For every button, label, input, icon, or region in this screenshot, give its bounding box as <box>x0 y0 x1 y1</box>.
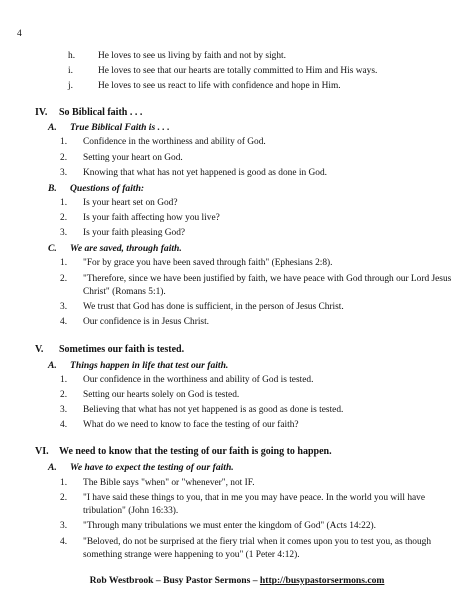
list-item-text: Confidence in the worthiness and ability of God. <box>83 137 266 147</box>
subsection-letter: B. <box>48 183 57 194</box>
footer-link[interactable]: http://busypastorsermons.com <box>259 575 385 586</box>
list-item-text: He loves to see us living by faith and not by sight. <box>98 51 286 61</box>
subsection-letter: A. <box>48 122 57 133</box>
subsection-letter: C. <box>48 243 57 254</box>
list-item-number: 1. <box>60 478 68 488</box>
list-item-text: We trust that God has done is sufficient, in the person of Jesus Christ. <box>83 302 344 312</box>
subsection-title: Questions of faith: <box>70 183 145 194</box>
list-item-text: Knowing that what has not yet happened is good as done in God. <box>83 168 327 178</box>
list-item-text: What do we need to know to face the testing of our faith? <box>83 420 299 430</box>
list-item-number: 1. <box>60 258 68 268</box>
list-item-number: 3. <box>60 168 68 178</box>
list-item-number: 3. <box>60 521 68 531</box>
list-item-text: "I have said these things to you, that in me you may have peace. In the world you will have <box>83 493 426 503</box>
section-numeral: IV. <box>35 107 48 118</box>
list-item-number: 4. <box>60 537 68 547</box>
subsection-letter: A. <box>48 462 57 473</box>
list-item-text: Setting your heart on God. <box>83 153 183 163</box>
list-item-text: The Bible says "when" or "whenever", not IF. <box>83 478 255 488</box>
list-item-text: Our confidence is in Jesus Christ. <box>83 317 210 327</box>
list-item-number: 1. <box>60 137 68 147</box>
list-item-number: 4. <box>60 420 68 430</box>
list-item-text: "Beloved, do not be surprised at the fiery trial when it comes upon you to test you, as though <box>83 537 432 547</box>
subsection-title: We are saved, through faith. <box>70 243 182 254</box>
section-title: So Biblical faith . . . <box>59 107 143 118</box>
list-item-marker: i. <box>68 66 73 76</box>
list-item-text: "For by grace you have been saved through faith" (Ephesians 2:8). <box>83 258 333 268</box>
list-item-text: Setting our hearts solely on God is tested. <box>83 390 240 400</box>
list-item-number: 2. <box>60 493 68 503</box>
subsection-title: We have to expect the testing of our faith. <box>70 462 234 473</box>
list-item-text: He loves to see us react to life with confidence and hope in Him. <box>98 81 341 91</box>
section-numeral: V. <box>35 344 44 355</box>
list-item-number: 2. <box>60 213 68 223</box>
page-number: 4 <box>17 29 22 39</box>
list-item-number: 2. <box>60 390 68 400</box>
list-item-number: 3. <box>60 302 68 312</box>
list-item-number: 3. <box>60 405 68 415</box>
footer-text: Rob Westbrook – Busy Pastor Sermons – <box>89 575 260 586</box>
list-item-number: 2. <box>60 274 68 284</box>
list-item-text: tribulation" (John 16:33). <box>83 506 179 516</box>
list-item-number: 1. <box>60 375 68 385</box>
section-title: We need to know that the testing of our faith is going to happen. <box>59 446 332 457</box>
list-item-text: Is your faith pleasing God? <box>83 228 186 238</box>
list-item-text: Is your heart set on God? <box>83 198 178 208</box>
list-item-number: 3. <box>60 228 68 238</box>
list-item-text: Believing that what has not yet happened is as good as done is tested. <box>83 405 344 415</box>
list-item-text: He loves to see that our hearts are totally committed to Him and His ways. <box>98 66 378 76</box>
list-item-number: 2. <box>60 153 68 163</box>
list-item-number: 4. <box>60 317 68 327</box>
footer <box>0 575 474 586</box>
list-item-text: Christ" (Romans 5:1). <box>83 287 166 297</box>
subsection-title: True Biblical Faith is . . . <box>70 122 170 133</box>
list-item-text: "Through many tribulations we must enter the kingdom of God" (Acts 14:22). <box>83 521 377 531</box>
list-item-text: "Therefore, since we have been justified by faith, we have peace with God through our Lord Jesus <box>83 274 452 284</box>
list-item-number: 1. <box>60 198 68 208</box>
list-item-text: Our confidence in the worthiness and ability of God is tested. <box>83 375 314 385</box>
list-item-text: Is your faith affecting how you live? <box>83 213 220 223</box>
list-item-marker: j. <box>68 81 73 91</box>
list-item-text: something strange were happening to you" (1 Peter 4:12). <box>83 550 300 560</box>
list-item-marker: h. <box>68 51 76 61</box>
subsection-title: Things happen in life that test our faith. <box>70 360 229 371</box>
subsection-letter: A. <box>48 360 57 371</box>
section-title: Sometimes our faith is tested. <box>59 344 185 355</box>
section-numeral: VI. <box>35 446 49 457</box>
